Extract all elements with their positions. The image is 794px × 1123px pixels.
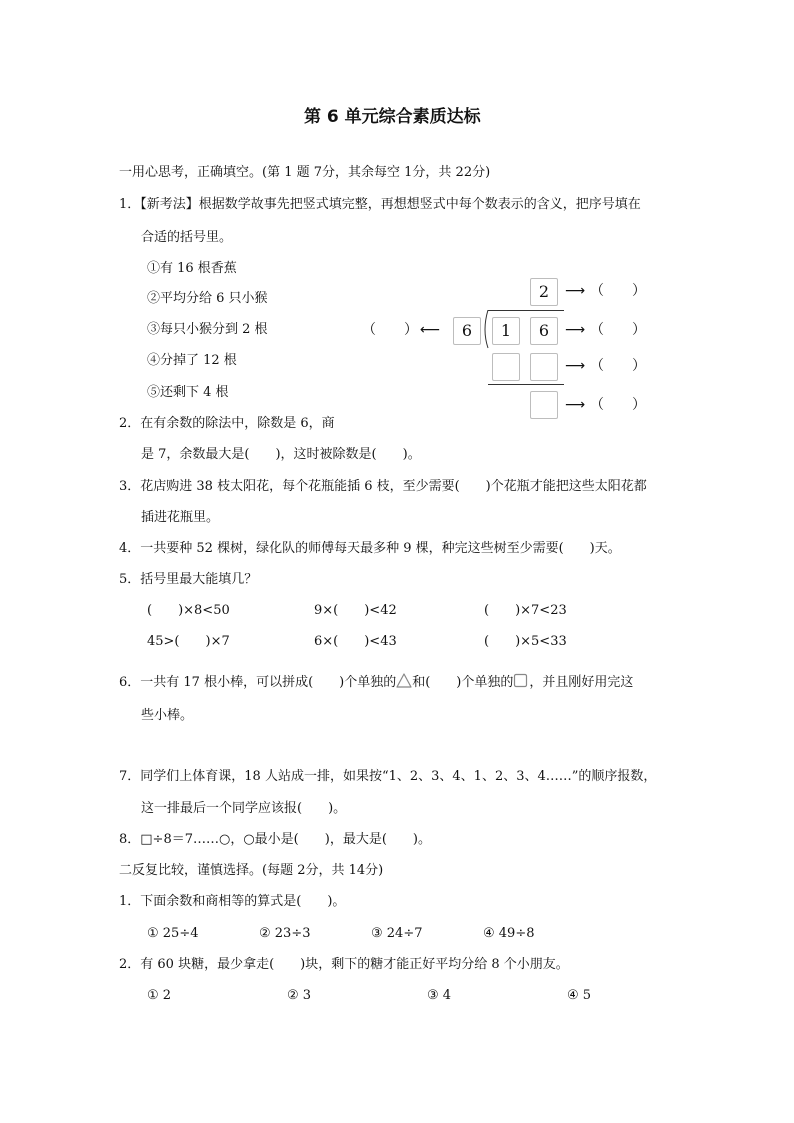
q1-item-1: ①有 16 根香蕉 xyxy=(147,261,237,276)
remainder-answer-paren[interactable]: （ ） xyxy=(590,397,646,413)
s2-q1-line1: 1．下面余数和商相等的算式是( )。 xyxy=(119,894,346,909)
q5-expr: ( )×7<23 xyxy=(484,603,567,618)
dividend-ones-box: 6 xyxy=(530,317,558,345)
q1-line2: 合适的括号里。 xyxy=(141,230,233,245)
q7-line1: 7．同学们上体育课，18 人站成一排，如果按“1、2、3、4、1、2、3、4……”的顺序报数， xyxy=(119,769,657,784)
product-tens-box[interactable] xyxy=(492,353,520,381)
subtraction-bar xyxy=(488,384,564,385)
product-answer-paren[interactable]: （ ） xyxy=(590,358,646,374)
left-arrow-icon: ⟵ xyxy=(420,322,441,338)
s2-q1-option-3[interactable]: ③ 24÷7 xyxy=(371,926,423,941)
q6-text-part2: 和( )个单独的 xyxy=(412,675,514,690)
q5-line1: 5．括号里最大能填几？ xyxy=(119,572,258,587)
quotient-answer-paren[interactable]: （ ） xyxy=(590,283,646,299)
s2-q2-option-3[interactable]: ③ 4 xyxy=(427,988,452,1003)
section1-heading: 一用心思考，正确填空。(第 1 题 7分，其余每空 1分，共 22分) xyxy=(119,165,491,180)
section2-heading: 二反复比较，谨慎选择。(每题 2分，共 14分) xyxy=(119,863,384,878)
q6-text-part1: 6．一共有 17 根小棒，可以拼成( )个单独的 xyxy=(119,675,397,690)
divisor-answer-paren[interactable]: （ ） xyxy=(362,322,418,338)
dividend-tens-box: 1 xyxy=(492,317,520,345)
q1-line1: 1．【新考法】根据数学故事先把竖式填完整，再想想竖式中每个数表示的含义，把序号填在 xyxy=(119,197,641,212)
q6-text-part3: ，并且刚好用完这 xyxy=(529,675,634,690)
q1-item-4: ④分掉了 12 根 xyxy=(147,353,237,368)
q6-line1 xyxy=(119,673,633,694)
q2-line1: 2．在有余数的除法中，除数是 6，商 xyxy=(119,416,335,431)
s2-q1-option-2[interactable]: ② 23÷3 xyxy=(259,926,311,941)
right-arrow-icon: ⟶ xyxy=(565,358,586,374)
dividend-answer-paren[interactable]: （ ） xyxy=(590,322,646,338)
division-bar xyxy=(488,310,564,311)
s2-q2-option-1[interactable]: ① 2 xyxy=(147,988,172,1003)
q5-expr: ( )×5<33 xyxy=(484,634,567,649)
q3-line2: 插进花瓶里。 xyxy=(141,510,220,525)
q2-line2: 是 7，余数最大是( )，这时被除数是( )。 xyxy=(141,447,421,462)
divisor-box: 6 xyxy=(453,317,481,345)
s2-q2-line1: 2．有 60 块糖，最少拿走( )块，剩下的糖才能正好平均分给 8 个小朋友。 xyxy=(119,957,569,972)
q5-expr: 45>( )×7 xyxy=(147,634,230,649)
q6-line2: 些小棒。 xyxy=(141,708,194,723)
s2-q1-option-1[interactable]: ① 25÷4 xyxy=(147,926,199,941)
q5-expr: ( )×8<50 xyxy=(147,603,230,618)
s2-q1-option-4[interactable]: ④ 49÷8 xyxy=(483,926,535,941)
page-title: 第 6 单元综合素质达标 xyxy=(304,107,481,127)
q4-line1: 4．一共要种 52 棵树，绿化队的师傅每天最多种 9 棵，种完这些树至少需要( )天。 xyxy=(119,541,621,556)
triangle-icon xyxy=(396,673,412,694)
q1-item-2: ②平均分给 6 只小猴 xyxy=(147,291,268,306)
square-icon xyxy=(513,673,529,694)
right-arrow-icon: ⟶ xyxy=(565,322,586,338)
product-ones-box[interactable] xyxy=(530,353,558,381)
q1-item-5: ⑤还剩下 4 根 xyxy=(147,385,229,400)
q5-expr: 9×( )<42 xyxy=(314,603,397,618)
right-arrow-icon: ⟶ xyxy=(565,397,586,413)
q5-expr: 6×( )<43 xyxy=(314,634,397,649)
s2-q2-option-2[interactable]: ② 3 xyxy=(287,988,312,1003)
q3-line1: 3．花店购进 38 枝太阳花，每个花瓶能插 6 枝，至少需要( )个花瓶才能把这些太阳花都 xyxy=(119,479,647,494)
right-arrow-icon: ⟶ xyxy=(565,283,586,299)
q8-line1: 8．□÷8＝7……○，○最小是( )，最大是( )。 xyxy=(119,832,431,847)
remainder-box[interactable] xyxy=(530,391,558,419)
quotient-box: 2 xyxy=(530,278,558,306)
q7-line2: 这一排最后一个同学应该报( )。 xyxy=(141,801,347,816)
s2-q2-option-4[interactable]: ④ 5 xyxy=(567,988,592,1003)
q1-item-3: ③每只小猴分到 2 根 xyxy=(147,322,268,337)
